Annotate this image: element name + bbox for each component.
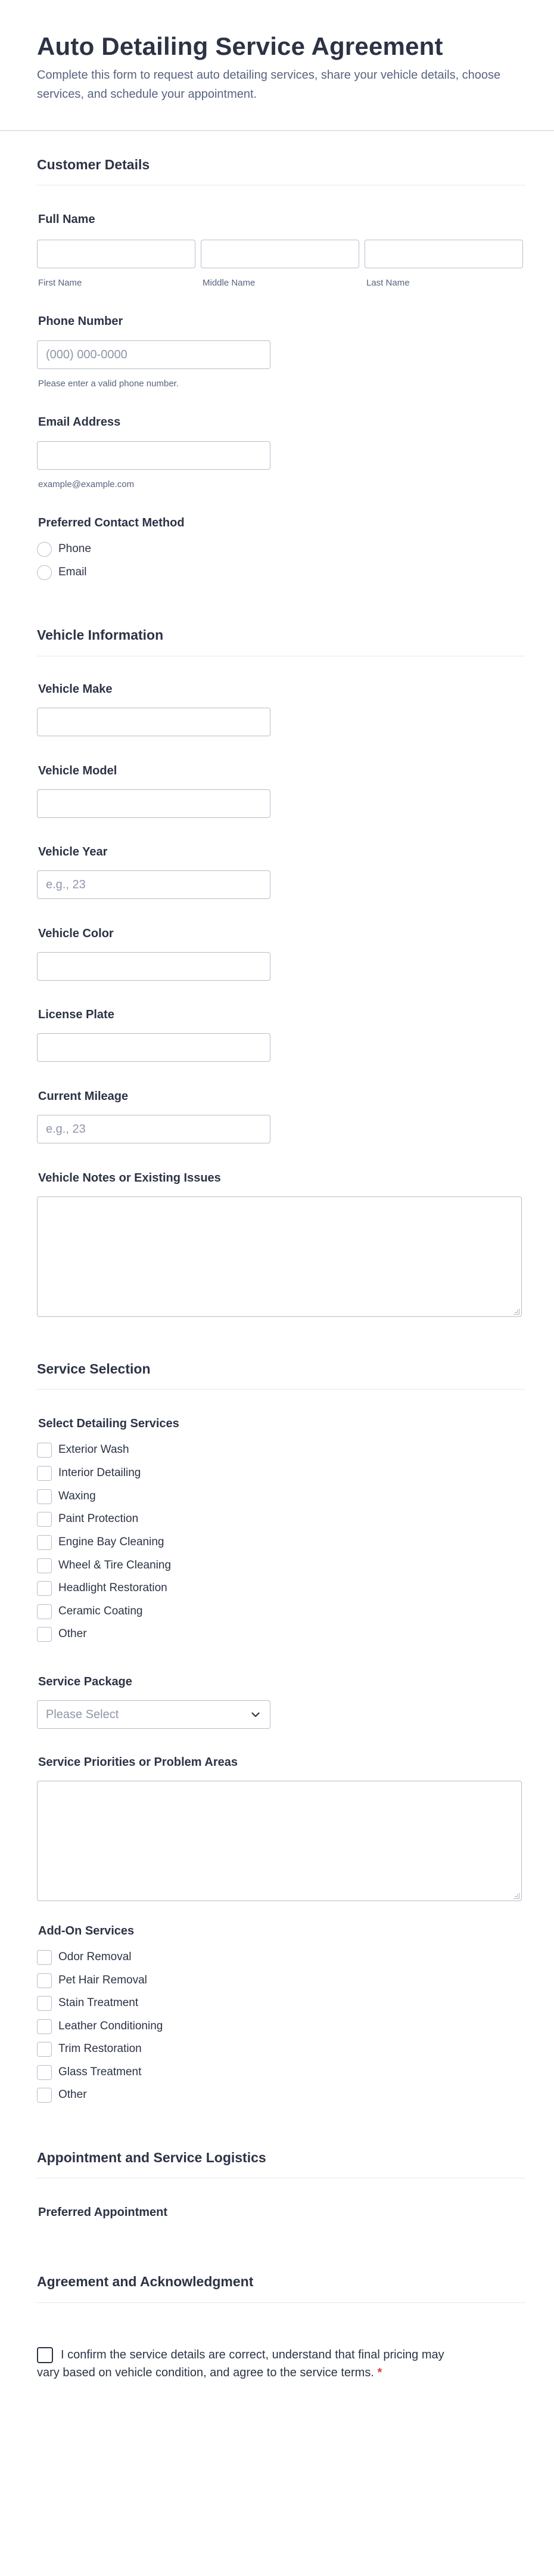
service-priorities-label: Service Priorities or Problem Areas	[38, 1756, 238, 1769]
addons-label: Add-On Services	[38, 1924, 135, 1938]
agreement-text	[37, 2346, 454, 2382]
service-package-select[interactable]	[37, 1700, 270, 1729]
agreement-statement: I confirm the service details are correct, understand that final pricing may vary based on vehicle condition, and agree to the service terms.	[37, 2348, 444, 2379]
section-divider	[37, 2302, 525, 2303]
checkbox-option[interactable]	[37, 1465, 141, 1481]
checkbox-option[interactable]	[37, 1580, 167, 1596]
phone-placeholder: (000) 000-0000	[46, 348, 127, 361]
vehicle-color-label: Vehicle Color	[38, 927, 114, 940]
section-title-agreement: Agreement and Acknowledgment	[37, 2274, 254, 2289]
checkbox-option[interactable]	[37, 1558, 171, 1573]
checkbox-label: Trim Restoration	[58, 2042, 142, 2055]
radio-option-phone[interactable]	[37, 541, 91, 557]
checkbox[interactable]	[37, 2088, 52, 2103]
radio-label: Phone	[58, 543, 91, 555]
radio-option-email[interactable]	[37, 565, 87, 580]
service-package-label: Service Package	[38, 1675, 132, 1688]
email-input[interactable]	[37, 441, 270, 470]
phone-label: Phone Number	[38, 315, 123, 328]
detailing-services-label: Select Detailing Services	[38, 1417, 179, 1430]
checkbox-label: Interior Detailing	[58, 1467, 141, 1479]
checkbox-option[interactable]	[37, 2019, 163, 2034]
checkbox[interactable]	[37, 1581, 52, 1596]
form-title: Auto Detailing Service Agreement	[37, 32, 443, 60]
checkbox-label: Waxing	[58, 1490, 96, 1502]
checkbox[interactable]	[37, 1535, 52, 1550]
checkbox-option[interactable]	[37, 2064, 141, 2080]
vehicle-year-placeholder: e.g., 23	[46, 878, 86, 891]
checkbox-option[interactable]	[37, 1973, 147, 1988]
section-title-vehicle: Vehicle Information	[37, 627, 164, 643]
checkbox-label: Glass Treatment	[58, 2066, 142, 2078]
vehicle-make-input[interactable]	[37, 708, 270, 736]
vehicle-notes-label: Vehicle Notes or Existing Issues	[38, 1171, 221, 1185]
checkbox-option[interactable]	[37, 1626, 87, 1642]
checkbox-label: Engine Bay Cleaning	[58, 1536, 164, 1548]
checkbox-label: Wheel & Tire Cleaning	[58, 1559, 172, 1571]
checkbox[interactable]	[37, 1950, 52, 1965]
checkbox-label: Odor Removal	[58, 1951, 132, 1963]
checkbox-option[interactable]	[37, 2087, 87, 2103]
checkbox-label: Stain Treatment	[58, 1997, 139, 2009]
form-header	[37, 29, 525, 104]
last-name-sublabel: Last Name	[366, 278, 410, 288]
license-plate-label: License Plate	[38, 1008, 114, 1021]
checkbox[interactable]	[37, 1443, 52, 1458]
checkbox[interactable]	[37, 1466, 52, 1481]
checkbox-label: Exterior Wash	[58, 1443, 129, 1456]
vehicle-year-label: Vehicle Year	[38, 845, 108, 858]
phone-input[interactable]	[37, 340, 270, 369]
middle-name-input[interactable]	[201, 240, 359, 268]
checkbox[interactable]	[37, 2065, 52, 2080]
radio-label: Email	[58, 566, 87, 578]
checkbox[interactable]	[37, 1973, 52, 1988]
checkbox[interactable]	[37, 1604, 52, 1619]
checkbox-option[interactable]	[37, 1995, 138, 2011]
service-priorities-textarea[interactable]	[37, 1781, 522, 1901]
radio-button[interactable]	[37, 565, 52, 580]
checkbox[interactable]	[37, 2019, 52, 2034]
checkbox[interactable]	[37, 2042, 52, 2057]
checkbox-label: Other	[58, 1628, 87, 1640]
phone-sublabel: Please enter a valid phone number.	[38, 379, 179, 389]
section-divider	[37, 1389, 525, 1390]
checkbox-label: Other	[58, 2088, 87, 2101]
checkbox[interactable]	[37, 1512, 52, 1527]
contact-method-label: Preferred Contact Method	[38, 516, 185, 529]
radio-button[interactable]	[37, 542, 52, 557]
vehicle-make-label: Vehicle Make	[38, 683, 113, 696]
first-name-input[interactable]	[37, 240, 195, 268]
checkbox-option[interactable]	[37, 1535, 164, 1550]
email-label: Email Address	[38, 416, 121, 429]
middle-name-sublabel: Middle Name	[203, 278, 256, 288]
email-sublabel: example@example.com	[38, 479, 135, 489]
vehicle-notes-textarea[interactable]	[37, 1196, 522, 1317]
form-description: Complete this form to request auto detailing services, share your vehicle details, choose services, and schedule your appointment.	[37, 69, 501, 101]
vehicle-color-input[interactable]	[37, 952, 270, 981]
section-title-customer: Customer Details	[37, 157, 150, 172]
last-name-input[interactable]	[365, 240, 523, 268]
checkbox-option[interactable]	[37, 1489, 96, 1504]
agreement-checkbox-option[interactable]	[37, 2346, 454, 2382]
first-name-sublabel: First Name	[38, 278, 82, 288]
header-divider	[0, 130, 554, 131]
checkbox-label: Pet Hair Removal	[58, 1974, 147, 1986]
checkbox-label: Ceramic Coating	[58, 1605, 143, 1617]
full-name-label: Full Name	[38, 213, 95, 226]
preferred-appointment-label: Preferred Appointment	[38, 2206, 168, 2219]
mileage-placeholder: e.g., 23	[46, 1122, 86, 1136]
resize-handle-icon[interactable]	[513, 1309, 519, 1315]
checkbox-option[interactable]	[37, 1511, 138, 1527]
checkbox-option[interactable]	[37, 2041, 142, 2057]
section-title-services: Service Selection	[37, 1361, 151, 1377]
checkbox[interactable]	[37, 1627, 52, 1642]
mileage-input[interactable]	[37, 1115, 270, 1143]
agreement-checkbox[interactable]	[37, 2347, 53, 2363]
checkbox-label: Leather Conditioning	[58, 2020, 163, 2032]
resize-handle-icon[interactable]	[513, 1893, 519, 1899]
checkbox-option[interactable]	[37, 1949, 132, 1965]
chevron-down-icon	[250, 1709, 262, 1721]
license-plate-input[interactable]	[37, 1033, 270, 1062]
service-package-placeholder: Please Select	[46, 1707, 119, 1721]
vehicle-model-label: Vehicle Model	[38, 764, 117, 777]
mileage-label: Current Mileage	[38, 1090, 129, 1103]
checkbox[interactable]	[37, 1489, 52, 1504]
checkbox[interactable]	[37, 1996, 52, 2011]
section-title-appointment: Appointment and Service Logistics	[37, 2150, 266, 2165]
checkbox-option[interactable]	[37, 1442, 129, 1458]
checkbox-label: Headlight Restoration	[58, 1582, 167, 1594]
required-asterisk: *	[377, 2366, 382, 2379]
checkbox[interactable]	[37, 1558, 52, 1573]
vehicle-model-input[interactable]	[37, 789, 270, 818]
vehicle-year-input[interactable]	[37, 870, 270, 899]
checkbox-option[interactable]	[37, 1604, 143, 1619]
checkbox-label: Paint Protection	[58, 1512, 139, 1525]
